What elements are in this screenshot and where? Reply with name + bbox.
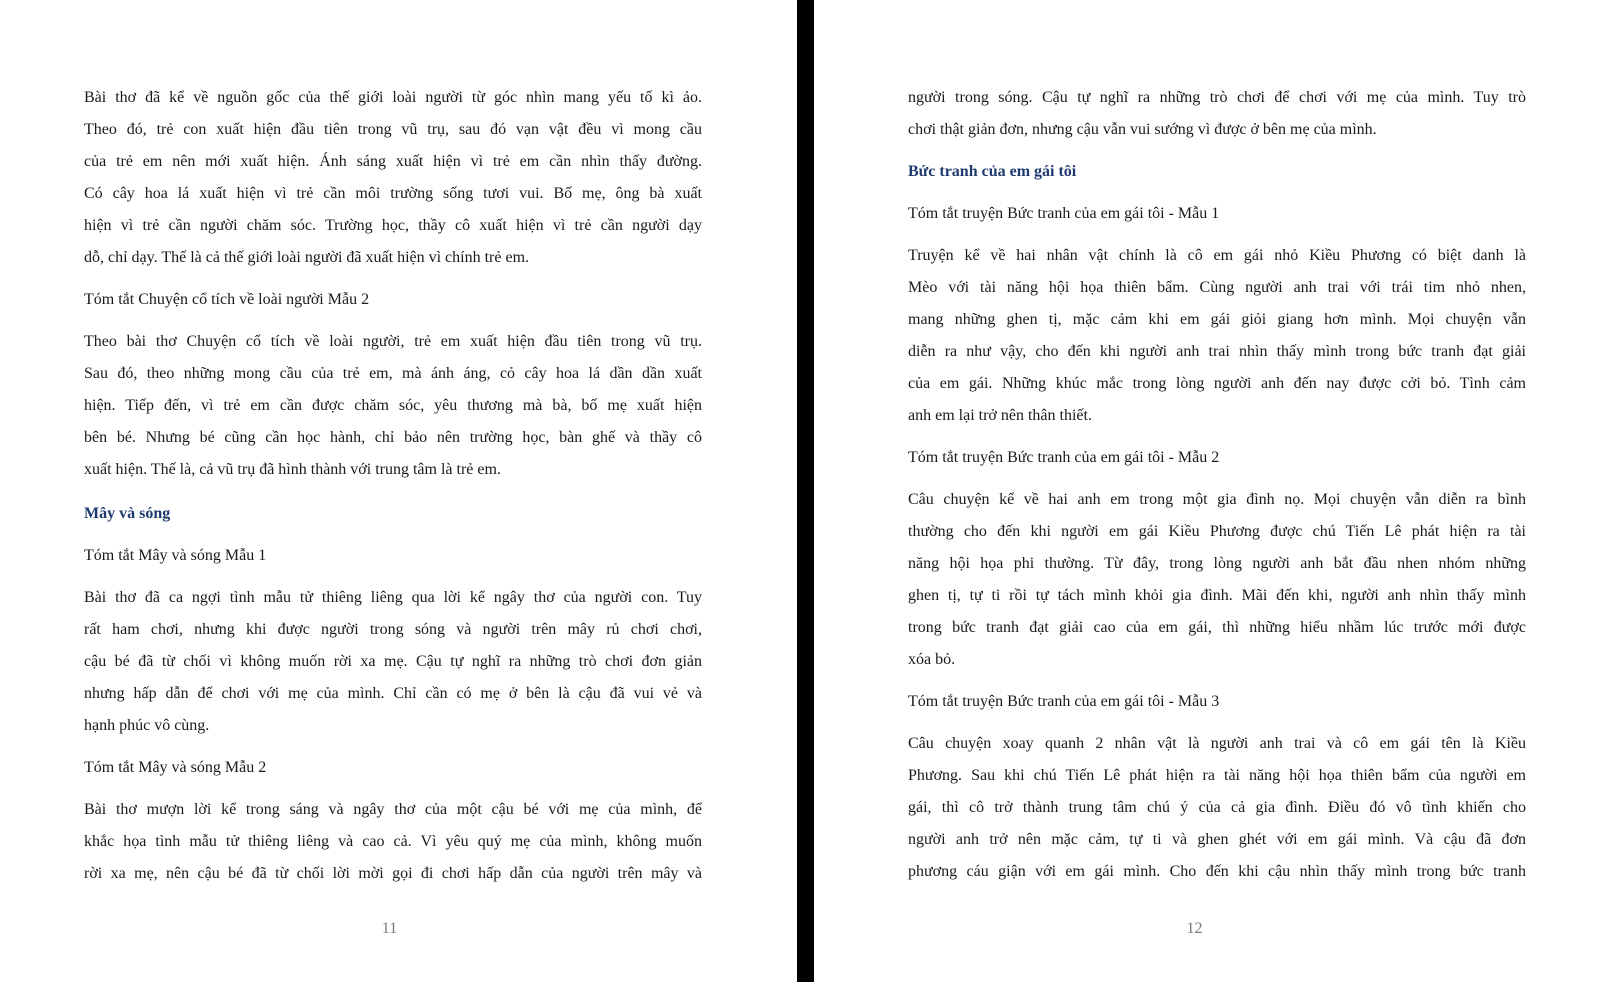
text-line: rời xa mẹ, nên cậu bé đã từ chối lời mời gọi đi chơi hấp dẫn của người trên mây và <box>84 865 702 882</box>
text-line: bên bé. Nhưng bé cũng cần học hành, chỉ bảo nên trường học, bàn ghế và thầy cô <box>84 429 702 446</box>
text-line: người anh trở nên mặc cảm, tự ti và ghen ghét với em gái mình. Và cậu đã đơn <box>908 831 1526 848</box>
section-heading: Mây và sóng <box>84 505 171 522</box>
text-line: của trẻ em nên mới xuất hiện. Ánh sáng xuất hiện vì trẻ em cần nhìn thấy đường. <box>84 153 702 170</box>
text-line: Phương. Sau khi chú Tiến Lê phát hiện ra tài năng hội họa thiên bẩm của người em <box>908 767 1526 784</box>
text-line: năng hội họa phi thường. Từ đây, trong lòng người anh bắt đầu nhen nhóm những <box>908 555 1526 572</box>
paragraph <box>84 326 702 486</box>
text-line: Câu chuyện xoay quanh 2 nhân vật là người anh trai và cô em gái tên là Kiều <box>908 735 1526 752</box>
subheading: Tóm tắt truyện Bức tranh của em gái tôi - Mẫu 1 <box>908 205 1220 222</box>
paragraph <box>908 240 1526 432</box>
text-line: Truyện kể về hai nhân vật chính là cô em gái nhỏ Kiều Phương có biệt danh là <box>908 247 1526 264</box>
paragraph <box>908 728 1526 888</box>
page-number: 12 <box>1186 920 1203 937</box>
subheading: Tóm tắt truyện Bức tranh của em gái tôi - Mẫu 2 <box>908 449 1220 466</box>
text-line: hiện. Tiếp đến, vì trẻ em cần được chăm sóc, yêu thương mà bà, bố mẹ xuất hiện <box>84 397 702 414</box>
text-line: diễn ra như vậy, cho đến khi người anh trai nhìn thấy mình trong bức tranh đạt giải <box>908 343 1526 360</box>
text-line: hạnh phúc vô cùng. <box>84 717 210 734</box>
page-11-content <box>84 82 702 900</box>
text-line: Bài thơ đã kể về nguồn gốc của thế giới loài người từ góc nhìn mang yếu tố kì ảo. <box>84 89 702 106</box>
paragraph <box>84 794 702 890</box>
text-line: gái, thì cô trở thành trung tâm chú ý của cả gia đình. Điều đó vô tình khiến cho <box>908 799 1526 816</box>
text-line: nhưng hấp dẫn để chơi với mẹ của mình. Chỉ cần có mẹ ở bên là cậu đã vui vẻ và <box>84 685 702 702</box>
text-line: người trong sóng. Cậu tự nghĩ ra những trò chơi để chơi với mẹ của mình. Tuy trò <box>908 89 1526 106</box>
text-line: cậu bé đã từ chối vì không muốn rời xa mẹ. Cậu tự nghĩ ra những trò chơi đơn giản <box>84 653 702 670</box>
text-line: Có cây hoa lá xuất hiện vì trẻ cần môi trường sống tươi vui. Bố mẹ, ông bà xuất <box>84 185 702 202</box>
text-line: anh em lại trở nên thân thiết. <box>908 407 1092 424</box>
text-line: Sau đó, theo những mong cầu của trẻ em, mà ánh áng, cỏ cây hoa lá dần dần xuất <box>84 365 702 382</box>
page-gutter <box>797 0 814 982</box>
subheading: Tóm tắt Chuyện cổ tích về loài người Mẫu 2 <box>84 291 370 308</box>
subheading: Tóm tắt truyện Bức tranh của em gái tôi - Mẫu 3 <box>908 693 1220 710</box>
text-line: ghen tị, tự ti rồi tự tách mình khỏi gia đình. Mãi đến khi, người anh nhìn thấy mình <box>908 587 1526 604</box>
text-line: Theo đó, trẻ con xuất hiện đầu tiên trong vũ trụ, sau đó vạn vật đều vì mong cầu <box>84 121 702 138</box>
text-line: rất ham chơi, nhưng khi được người trong sóng và người trên mây rủ chơi chơi, <box>84 621 702 638</box>
text-line: dỗ, chỉ dạy. Thế là cả thế giới loài người đã xuất hiện vì chính trẻ em. <box>84 249 530 266</box>
text-line: Câu chuyện kể về hai anh em trong một gia đình nọ. Mọi chuyện vẫn diễn ra bình <box>908 491 1526 508</box>
text-line: phương cáu giận với em gái mình. Cho đến khi cậu nhìn thấy mình trong bức tranh <box>908 863 1526 880</box>
text-line: hiện vì trẻ cần người chăm sóc. Trường học, thầy cô xuất hiện vì trẻ cần người dạy <box>84 217 702 234</box>
text-line: Mèo với tài năng hội họa thiên bẩm. Cùng người anh trai với trái tim nhỏ nhen, <box>908 279 1526 296</box>
paragraph <box>84 582 702 742</box>
paragraph <box>84 82 702 274</box>
text-line: xuất hiện. Thế là, cả vũ trụ đã hình thành với trung tâm là trẻ em. <box>84 461 501 478</box>
text-line: xóa bỏ. <box>908 651 956 668</box>
text-line: khắc họa tình mẫu tử thiêng liêng và cao cả. Vì yêu quý mẹ của mình, không muốn <box>84 833 702 850</box>
page-number: 11 <box>381 920 398 937</box>
text-line: Bài thơ đã ca ngợi tình mẫu tử thiêng liêng qua lời kể ngây thơ của người con. Tuy <box>84 589 702 606</box>
page-12 <box>814 0 1611 982</box>
subheading: Tóm tắt Mây và sóng Mẫu 1 <box>84 547 267 564</box>
text-line: trong bức tranh đạt giải cao của em gái, thì những hiểu nhầm lúc trước mới được <box>908 619 1526 636</box>
text-line: chơi thật giản đơn, nhưng cậu vẫn vui sướng vì được ở bên mẹ của mình. <box>908 121 1377 138</box>
paragraph <box>908 82 1526 146</box>
paragraph <box>908 484 1526 676</box>
text-line: mang những ghen tị, mặc cảm khi em gái giỏi giang hơn mình. Mọi chuyện vẫn <box>908 311 1526 328</box>
text-line: Theo bài thơ Chuyện cổ tích về loài người, trẻ em xuất hiện đầu tiên trong vũ trụ. <box>84 333 702 350</box>
page-11 <box>0 0 797 982</box>
text-line: Bài thơ mượn lời kể trong sáng và ngây thơ của một cậu bé với mẹ của mình, để <box>84 801 702 818</box>
text-line: của em gái. Những khúc mắc trong lòng người anh đến nay được cởi bỏ. Tình cảm <box>908 375 1526 392</box>
page-12-content <box>908 82 1526 898</box>
text-line: thường cho đến khi người em gái Kiều Phương được chú Tiến Lê phát hiện ra tài <box>908 523 1526 540</box>
subheading: Tóm tắt Mây và sóng Mẫu 2 <box>84 759 267 776</box>
section-heading: Bức tranh của em gái tôi <box>908 163 1077 180</box>
